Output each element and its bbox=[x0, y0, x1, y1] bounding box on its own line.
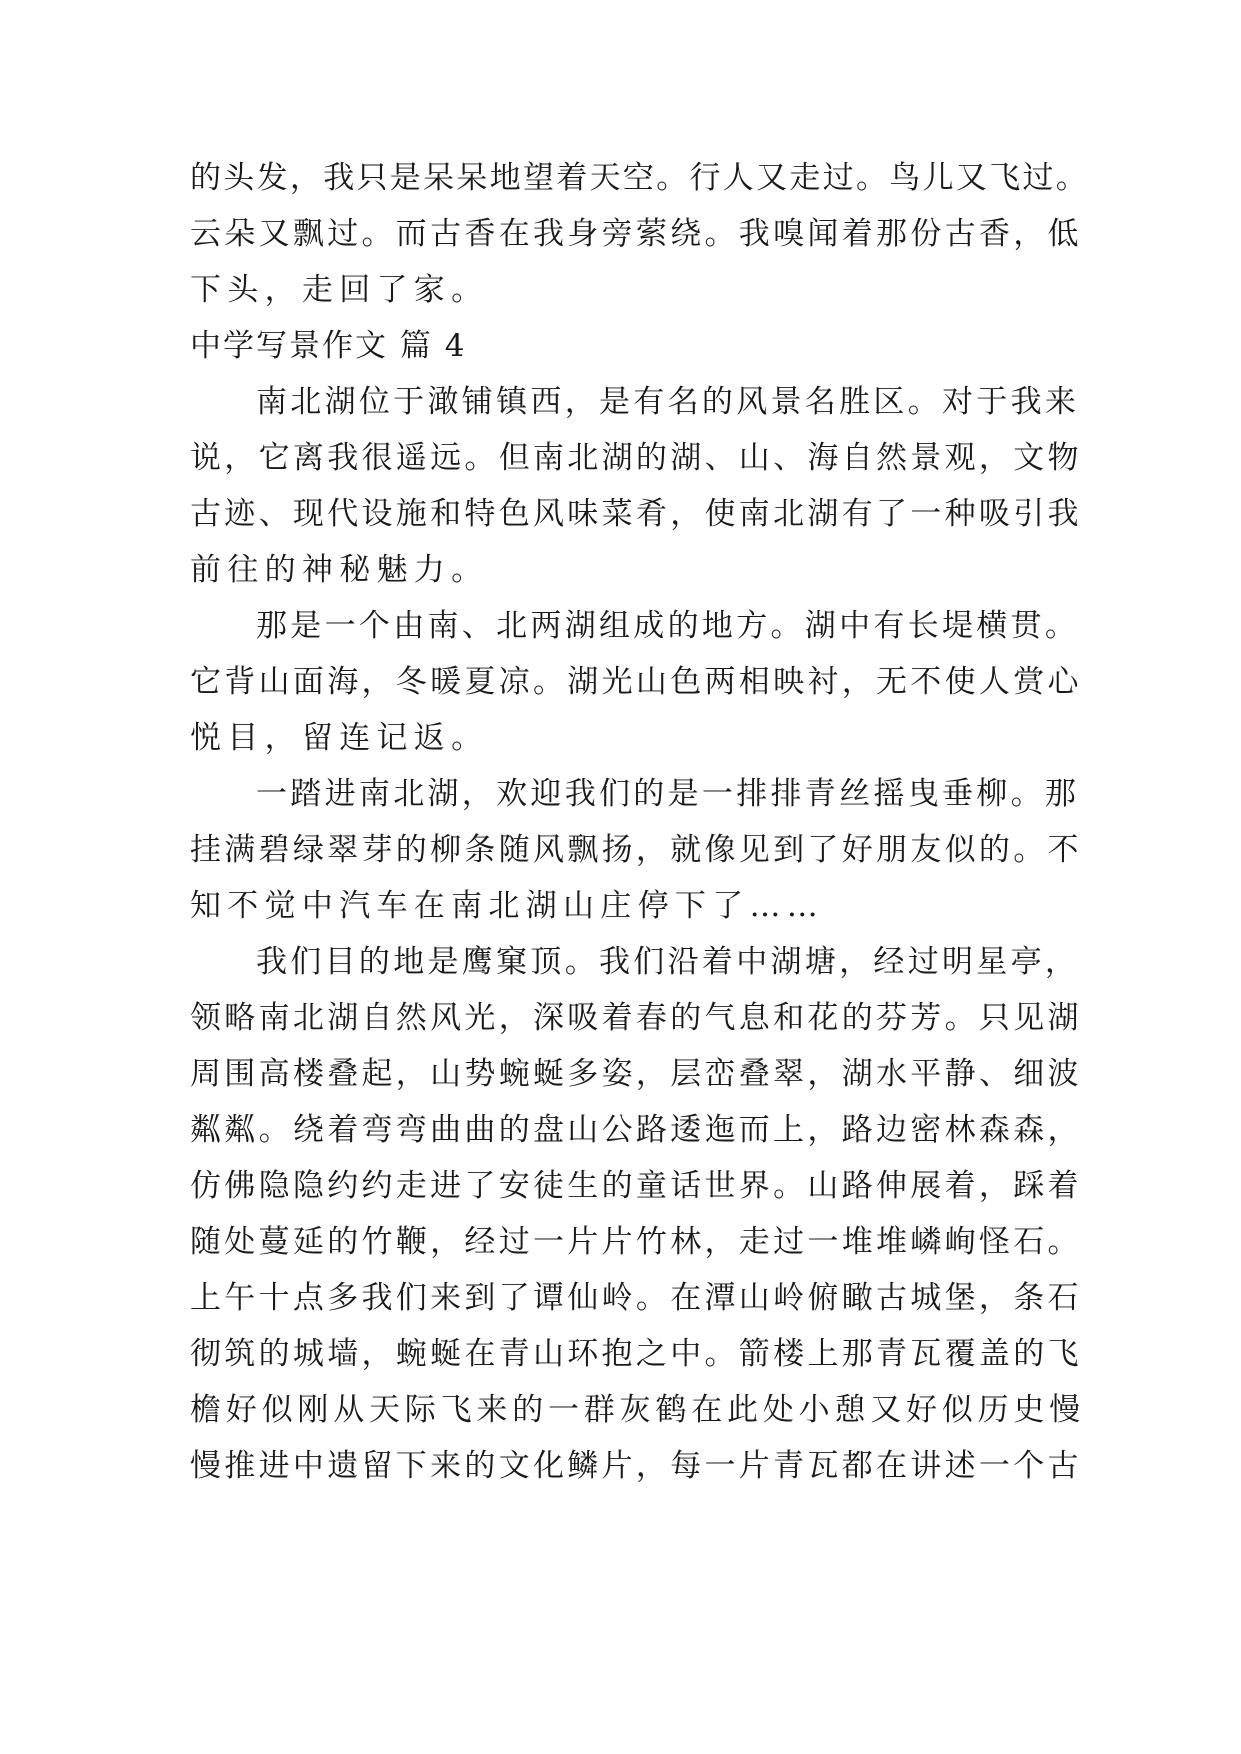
text-line: 前往的神秘魅力。 bbox=[190, 552, 489, 588]
text-line: 知不觉中汽车在南北湖山庄停下了…… bbox=[190, 888, 825, 924]
text-line: 说，它离我很遥远。但南北湖的湖、山、海自然景观，文物 bbox=[190, 440, 1082, 476]
text-line: 下头，走回了家。 bbox=[190, 272, 489, 308]
section-heading: 中学写景作文 篇 4 bbox=[190, 328, 467, 364]
text-line: 悦目，留连记返。 bbox=[190, 720, 489, 756]
text-line: 慢推进中遗留下来的文化鳞片，每一片青瓦都在讲述一个古 bbox=[190, 1448, 1082, 1484]
text-line: 周围高楼叠起，山势蜿蜒多姿，层峦叠翠，湖水平静、细波 bbox=[190, 1056, 1082, 1092]
text-line: 挂满碧绿翠芽的柳条随风飘扬，就像见到了好朋友似的。不 bbox=[190, 832, 1082, 868]
paragraph-first-line: 一踏进南北湖，欢迎我们的是一排排青丝摇曳垂柳。那 bbox=[256, 776, 1080, 812]
paragraph-first-line: 那是一个由南、北两湖组成的地方。湖中有长堤横贯。 bbox=[256, 608, 1080, 644]
paragraph-first-line: 我们目的地是鹰窠顶。我们沿着中湖塘，经过明星亭， bbox=[256, 944, 1080, 980]
text-line: 粼粼。绕着弯弯曲曲的盘山公路逶迤而上，路边密林森森， bbox=[190, 1112, 1082, 1148]
text-line: 领略南北湖自然风光，深吸着春的气息和花的芬芳。只见湖 bbox=[190, 1000, 1082, 1036]
text-line: 的头发，我只是呆呆地望着天空。行人又走过。鸟儿又飞过。 bbox=[190, 160, 1090, 196]
text-line: 它背山面海，冬暖夏凉。湖光山色两相映衬，无不使人赏心 bbox=[190, 664, 1082, 700]
text-line: 仿佛隐隐约约走进了安徒生的童话世界。山路伸展着，踩着 bbox=[190, 1168, 1082, 1204]
text-line: 云朵又飘过。而古香在我身旁萦绕。我嗅闻着那份古香，低 bbox=[190, 216, 1082, 252]
text-line: 随处蔓延的竹鞭，经过一片片竹林，走过一堆堆嶙峋怪石。 bbox=[190, 1224, 1082, 1260]
text-line: 上午十点多我们来到了谭仙岭。在潭山岭俯瞰古城堡，条石 bbox=[190, 1280, 1082, 1316]
text-line: 檐好似刚从天际飞来的一群灰鹤在此处小憩又好似历史慢 bbox=[190, 1392, 1085, 1428]
text-line: 古迹、现代设施和特色风味菜肴，使南北湖有了一种吸引我 bbox=[190, 496, 1082, 532]
text-line: 彻筑的城墙，蜿蜒在青山环抱之中。箭楼上那青瓦覆盖的飞 bbox=[190, 1336, 1082, 1372]
paragraph-first-line: 南北湖位于澉铺镇西，是有名的风景名胜区。对于我来 bbox=[256, 384, 1080, 420]
